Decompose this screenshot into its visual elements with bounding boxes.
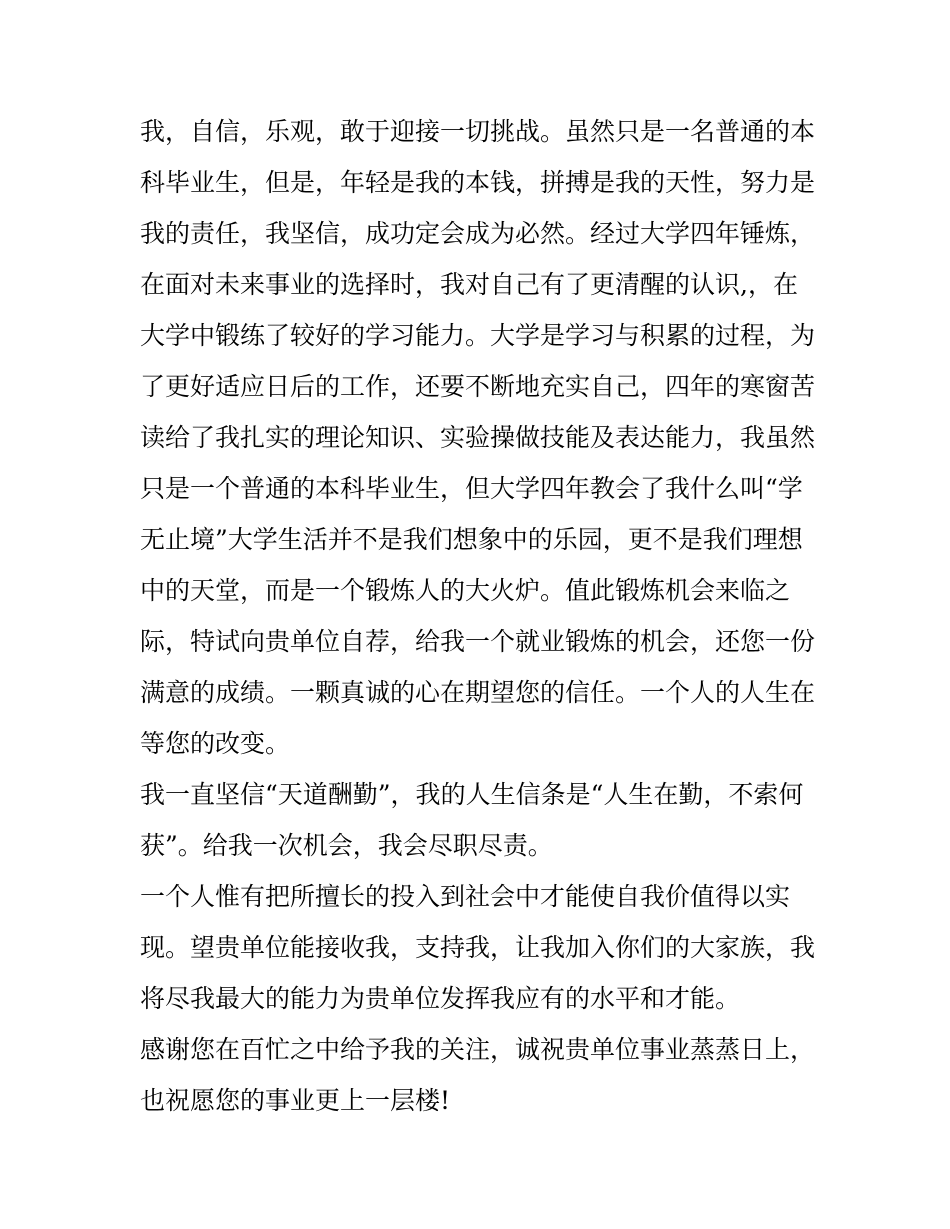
text-line: 我的责任，我坚信，成功定会成为必然。经过大学四年锤炼， bbox=[140, 219, 816, 248]
document-body bbox=[140, 106, 820, 1126]
text-line: 我，自信，乐观，敢于迎接一切挑战。虽然只是一名普通的本 bbox=[140, 117, 816, 146]
text-line: 一个人惟有把所擅长的投入到社会中才能使自我价值得以实 bbox=[140, 882, 791, 911]
text-line: 我一直坚信“天道酬勤”，我的人生信条是“人生在勤，不索何 bbox=[140, 780, 804, 809]
text-line: 等您的改变。 bbox=[140, 729, 291, 758]
text-line: 在面对未来事业的选择时，我对自己有了更清醒的认识,，在 bbox=[140, 270, 798, 299]
text-line: 获”。给我一次机会，我会尽职尽责。 bbox=[140, 831, 553, 860]
text-line: 无止境”大学生活并不是我们想象中的乐园，更不是我们理想 bbox=[140, 525, 803, 554]
text-line: 读给了我扎实的理论知识、实验操做技能及表达能力，我虽然 bbox=[140, 423, 816, 452]
text-line: 际，特试向贵单位自荐，给我一个就业锻炼的机会，还您一份 bbox=[140, 627, 816, 656]
text-line: 只是一个普通的本科毕业生，但大学四年教会了我什么叫“学 bbox=[140, 474, 803, 503]
text-line: 满意的成绩。一颗真诚的心在期望您的信任。一个人的人生在 bbox=[140, 678, 816, 707]
text-line: 现。望贵单位能接收我，支持我，让我加入你们的大家族，我 bbox=[140, 933, 816, 962]
text-line: 了更好适应日后的工作，还要不断地充实自己，四年的寒窗苦 bbox=[140, 372, 816, 401]
text-line: 将尽我最大的能力为贵单位发挥我应有的水平和才能。 bbox=[140, 984, 741, 1013]
text-line: 也祝愿您的事业更上一层楼! bbox=[140, 1086, 451, 1115]
text-line: 中的天堂，而是一个锻炼人的大火炉。值此锻炼机会来临之 bbox=[140, 576, 791, 605]
text-line: 大学中锻练了较好的学习能力。大学是学习与积累的过程，为 bbox=[140, 321, 816, 350]
text-line: 感谢您在百忙之中给予我的关注，诚祝贵单位事业蒸蒸日上， bbox=[140, 1035, 816, 1064]
text-line: 科毕业生，但是，年轻是我的本钱，拼搏是我的天性，努力是 bbox=[140, 168, 816, 197]
